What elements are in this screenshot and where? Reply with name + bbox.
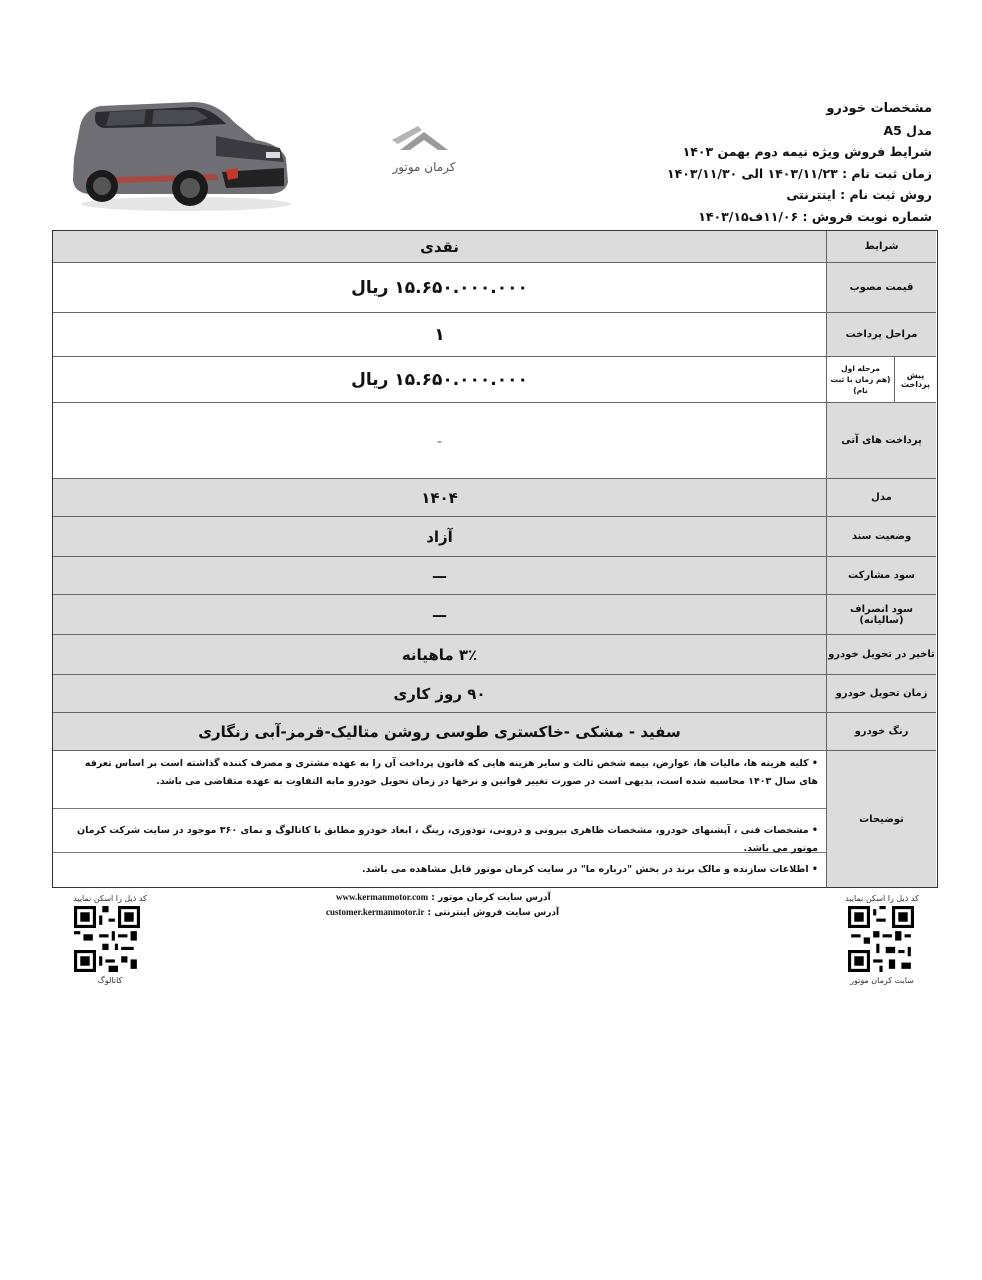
sale-terms: شرایط فروش ویژه نیمه دوم بهمن ۱۴۰۳ — [682, 144, 932, 159]
scan-caption-left: کد ذیل را اسکن نمایید — [73, 894, 147, 903]
terms-value: نقدی — [420, 237, 459, 256]
catalog-caption: کاتالوگ — [97, 976, 123, 985]
delivery-label: زمان تحویل خودرو — [826, 675, 936, 712]
spec-block — [632, 98, 932, 227]
online-address-line — [326, 907, 559, 918]
note-item: • اطلاعات سازنده و مالک برند در بخش "درباره ما" در سایت کرمان موتور قابل مشاهده می باشد. — [361, 864, 818, 875]
site-address-line — [336, 892, 551, 903]
prepay-label-group — [826, 357, 936, 402]
table-row — [53, 595, 936, 635]
table-row — [53, 403, 936, 479]
stages-label: مراحل پرداخت — [826, 313, 936, 356]
document-value: آزاد — [426, 527, 453, 546]
site-qr-icon[interactable] — [848, 906, 914, 972]
notes-row — [53, 751, 936, 887]
car-image — [66, 96, 292, 214]
color-label: رنگ خودرو — [826, 713, 936, 750]
model-value: ۱۴۰۴ — [421, 488, 458, 507]
stage1-label: مرحله اول — [841, 364, 880, 373]
terms-label: شرایط — [826, 231, 936, 262]
note-item: • مشخصات فنی ، آپشنهای خودرو، مشخصات ظاهری بیرونی و درونی، تودوزی، رینگ ، ابعاد خودرو مطابق با کاتالوگ و نمای ۳۶۰ موجود در سایت شرکت کرمان موتور می باشد. — [53, 809, 826, 853]
model-label: مدل — [826, 479, 936, 516]
sale-number: شماره نوبت فروش : ۱۱/۰۶ف۱۴۰۳/۱۵ — [698, 208, 932, 224]
table-row — [53, 479, 936, 517]
notes-label: توضیحات — [826, 751, 936, 887]
registration-time: زمان ثبت نام : ۱۴۰۳/۱۱/۲۳ الی ۱۴۰۳/۱۱/۳۰ — [667, 165, 932, 181]
price-value: ۱۵.۶۵۰.۰۰۰.۰۰۰ ریال — [351, 277, 528, 298]
partnership-label: سود مشارکت — [826, 557, 936, 594]
table-row — [53, 357, 936, 403]
specs-title: مشخصات خودرو — [826, 101, 932, 116]
table-row — [53, 517, 936, 557]
delivery-value: ۹۰ روز کاری — [393, 684, 486, 703]
table-row — [53, 263, 936, 313]
catalog-qr-icon[interactable] — [74, 906, 140, 972]
price-label: قیمت مصوب — [826, 263, 936, 312]
prepay-value: ۱۵.۶۵۰.۰۰۰.۰۰۰ ریال — [351, 369, 528, 390]
conditions-table — [52, 230, 938, 888]
delay-value: ۳٪ ماهیانه — [401, 645, 478, 664]
scan-caption-right: کد ذیل را اسکن نمایید — [845, 894, 919, 903]
document-label: وضعیت سند — [826, 517, 936, 556]
stage1-sub: (هم زمان با ثبت نام) — [830, 375, 891, 395]
stages-value: ۱ — [434, 324, 445, 345]
logo-mark-icon — [378, 120, 470, 160]
site-address-label: آدرس سایت کرمان موتور : — [431, 893, 551, 903]
kerman-motor-logo — [378, 120, 470, 182]
model-line: مدل A5 — [883, 122, 932, 138]
table-row — [53, 635, 936, 675]
stage1-label-cell — [826, 357, 894, 402]
site-url-link[interactable]: www.kermanmotor.com — [336, 892, 429, 902]
partnership-value: — — [432, 566, 447, 585]
logo-text: کرمان موتور — [392, 160, 456, 174]
online-url-link[interactable]: customer.kermanmotor.ir — [326, 907, 425, 917]
cancel-label: سود انصراف (سالیانه) — [826, 595, 936, 634]
site-caption: سایت کرمان موتور — [850, 976, 914, 985]
future-value: - — [436, 431, 443, 450]
color-value: سفید - مشکی -خاکستری طوسی روشن متالیک-قرمز-آبی زنگاری — [198, 722, 681, 741]
note-item: • کلیه هزینه ها، مالیات ها، عوارض، بیمه شخص ثالث و سایر هزینه هایی که قانون پرداخت آن را به عهده مشتری و مصرف کننده گذاشته است بر اساس تعرفه های سال ۱۴۰۳ محاسبه شده است، بدیهی است در صورت تغییر قوانین و نرخها در زمان تحویل خودرو مابه التفاوت به عهده متقاضی می باشد. — [53, 751, 826, 809]
table-row — [53, 713, 936, 751]
delay-label: تاخیر در تحویل خودرو — [826, 635, 936, 674]
table-row — [53, 231, 936, 263]
future-label: پرداخت های آتی — [826, 403, 936, 478]
registration-method: روش ثبت نام : اینترنتی — [786, 187, 932, 202]
table-row — [53, 557, 936, 595]
table-row — [53, 313, 936, 357]
online-address-label: آدرس سایت فروش اینترنتی : — [427, 908, 560, 918]
cancel-value: — — [432, 605, 447, 624]
prepay-label: پیش پرداخت — [894, 357, 936, 402]
table-row — [53, 675, 936, 713]
